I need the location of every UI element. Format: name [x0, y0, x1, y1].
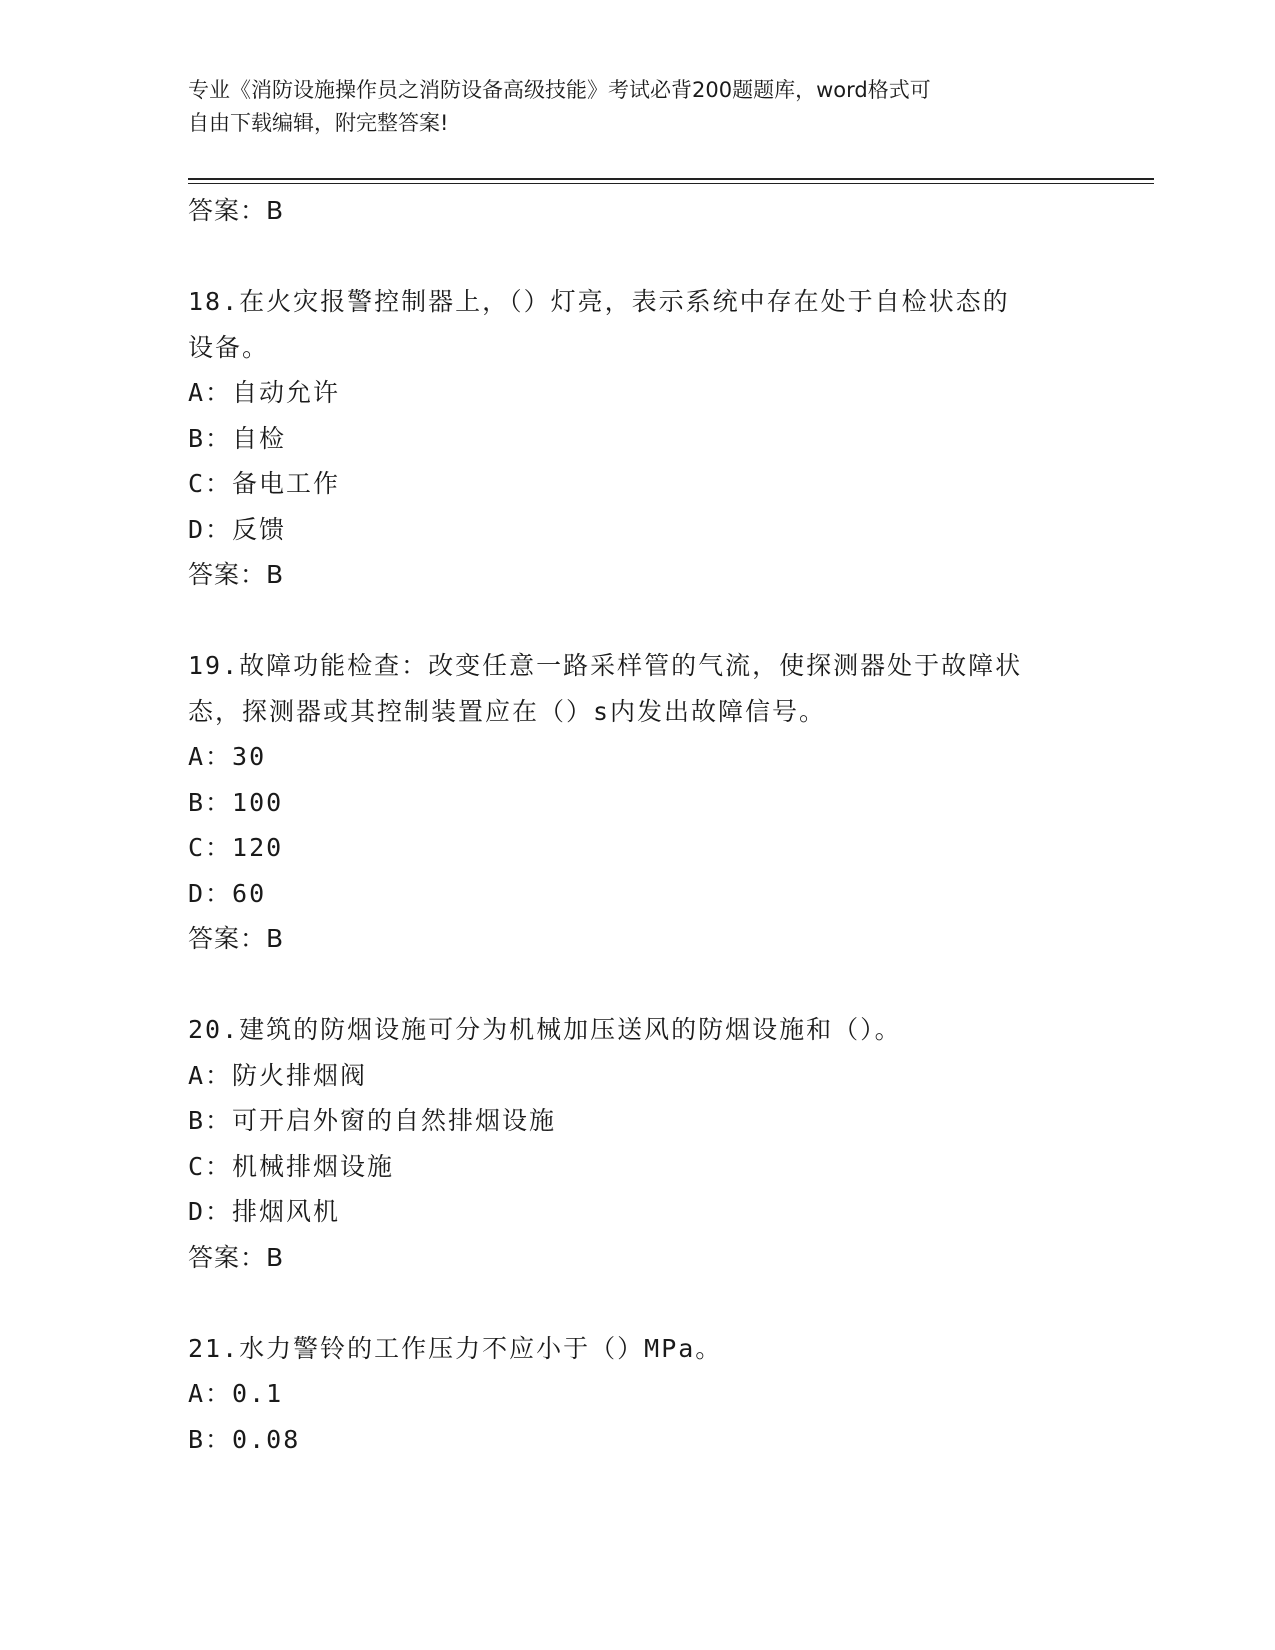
answer-line: 答案：B [188, 1242, 285, 1272]
option-a: A：自动允许 [188, 378, 341, 407]
header-line-2: 自由下载编辑，附完整答案! [188, 111, 449, 135]
question-stem: 态，探测器或其控制装置应在（）s内发出故障信号。 [188, 696, 827, 726]
question-stem: 设备。 [188, 332, 270, 362]
answer-line: 答案：B [188, 196, 285, 225]
option-a: A：0.1 [188, 1379, 284, 1408]
question-stem: 18.在火灾报警控制器上，（）灯亮，表示系统中存在处于自检状态的 [188, 287, 1010, 316]
question-list [188, 188, 1088, 1462]
option-c: C：备电工作 [188, 469, 341, 498]
question-item [188, 1007, 1088, 1280]
option-b: B：0.08 [188, 1424, 301, 1454]
option-b: B：自检 [188, 423, 287, 453]
answer-line: 答案：B [188, 560, 285, 589]
option-c: C：120 [188, 833, 284, 862]
option-a: A：30 [188, 742, 267, 771]
question-item [188, 643, 1088, 962]
spacer [188, 598, 1088, 644]
header-line-1: 专业《消防设施操作员之消防设备高级技能》考试必背200题题库，word格式可 [188, 78, 931, 102]
question-item [188, 279, 1088, 598]
option-b: B：可开启外窗的自然排烟设施 [188, 1106, 557, 1135]
question-stem: 21.水力警铃的工作压力不应小于（）MPa。 [188, 1333, 723, 1363]
spacer [188, 1280, 1088, 1326]
spacer [188, 962, 1088, 1008]
header-divider-thin [188, 183, 1154, 184]
option-b: B：100 [188, 787, 284, 817]
answer-line: 答案：B [188, 924, 285, 953]
question-stem: 20.建筑的防烟设施可分为机械加压送风的防烟设施和（）。 [188, 1015, 902, 1044]
option-d: D：60 [188, 878, 267, 908]
option-d: D：反馈 [188, 514, 287, 544]
document-header [188, 74, 1068, 140]
question-stem: 19.故障功能检查：改变任意一路采样管的气流，使探测器处于故障状 [188, 651, 1023, 680]
option-a: A：防火排烟阀 [188, 1060, 368, 1090]
spacer [188, 234, 1088, 280]
option-c: C：机械排烟设施 [188, 1151, 395, 1181]
question-item [188, 1326, 1088, 1463]
option-d: D：排烟风机 [188, 1197, 341, 1226]
header-divider [188, 178, 1154, 180]
